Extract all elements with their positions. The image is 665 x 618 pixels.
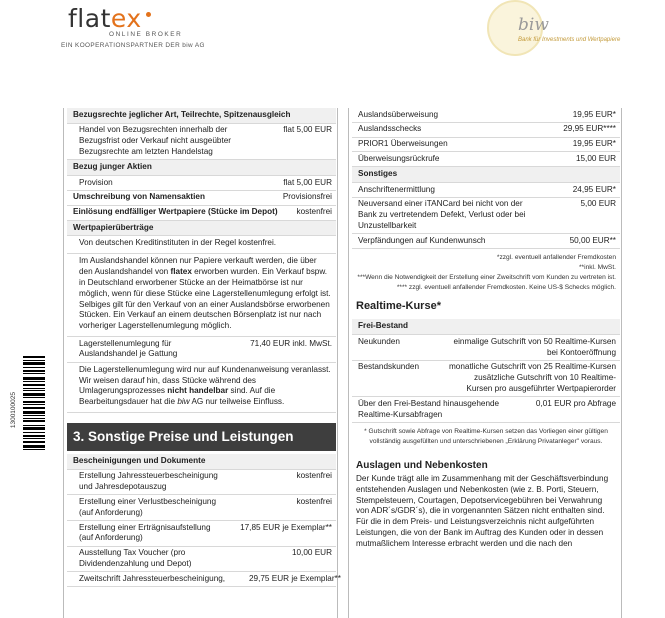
footnote: ***Wenn die Notwendigkeit der Erstellung einer Zweitschrift vom Kunden zu vertreten ist. [357,274,616,282]
table-row: Erstellung einer Verlustbescheinigung (auf Anforderung) kostenfrei [67,495,336,521]
barcode-number: 1300100025 [10,392,17,429]
brand-subtitle-partner: EIN KOOPERATIONSPARTNER DER biw AG [61,42,205,49]
table-row: Auslandsüberweisung 19,95 EUR* [352,108,620,123]
realtime-title: Realtime-Kurse* [356,299,441,312]
biw-logo: biw [518,15,549,35]
table-row: Ausstellung Tax Voucher (pro Dividendenzahlung und Depot) 10,00 EUR [67,547,336,573]
section-title: Bescheinigungen und Dokumente [67,454,336,470]
table-row: Verpfändungen auf Kundenwunsch 50,00 EUR** [352,234,620,249]
section-title: Bezug junger Aktien [67,160,336,176]
paragraph: Der Kunde trägt alle im Zusammenhang mit der Geschäftsverbindung entstehenden Auslagen und Nebenkosten (wie z. B. Porti, Steuern, Stempelsteuern, Courtagen, Depotservicegebühren bei Verwahrung von ADR´s/GDR´s), die in vorgenannten Sätzen nicht enthalten sind. Für die in dem Preis- und Leistungsverzeichnis nicht aufgeführten Leistungen, die von der Bank im Auftrag des Kunden oder in dessen mutmaßlichem Interesse erbracht werden und die nach den [356,473,609,548]
footnote: *zzgl. eventuell anfallender Fremdkosten [496,254,616,262]
table-row: Neukunden einmalige Gutschrift von 50 Realtime-Kursen bei Kontoeröffnung [352,335,620,361]
right-column [352,108,620,550]
section-heading: 3. Sonstige Preise und Leistungen [67,423,336,451]
barcode [23,356,45,462]
table-row: Anschriftenermittlung 24,95 EUR* [352,183,620,198]
section-title: Bezugsrechte jeglicher Art, Teilrechte, Spitzenausgleich [67,108,336,124]
paragraph: Von deutschen Kreditinstituten in der Regel kostenfrei. [67,236,336,254]
table-row: Zweitschrift Jahressteuerbescheinigung, 29,75 EUR je Exemplar** [67,572,336,587]
biw-subtitle: Bank für Investments und Wertpapiere [518,37,621,43]
table-row: Überweisungsrückrufe 15,00 EUR [352,152,620,167]
table-row: Über den Frei-Bestand hinausgehende Realtime-Kursabfragen 0,01 EUR pro Abfrage [352,397,620,423]
table-row: Einlösung endfälliger Wertpapiere (Stücke im Depot) kostenfrei [67,206,336,221]
table-row: Neuversand einer iTANCard bei nicht von der Bank zu vertretendem Defekt, Verlust oder bei Unzustellbarkeit 5,00 EUR [352,198,620,234]
section-title: Frei-Bestand [352,319,620,335]
section-title: Sonstiges [352,167,620,183]
table-row: Lagerstellenumlegung für Auslandshandel je Gattung 71,40 EUR inkl. MwSt. [67,337,336,363]
table-row: PRIOR1 Überweisungen 19,95 EUR* [352,138,620,153]
table-row: Handel von Bezugsrechten innerhalb der Bezugsfrist oder Verkauf nicht ausgeübter Bezugsrechte am letzten Handelstag flat 5,00 EUR [67,124,336,160]
section-title: Wertpapierüberträge [67,221,336,237]
footnote: * Gutschrift sowie Abfrage von Realtime-Kursen setzen das Vorliegen einer gültigen vollständig ausgefüllten und unterschriebenen „Erklärung Privatanleger" voraus. [364,427,608,445]
table-row: Bestandskunden monatliche Gutschrift von 25 Realtime-Kursen zusätzliche Gutschrift von 10 Realtime-Kursen pro ausgeführter Wertpapierorder [352,361,620,397]
footnote: **** zzgl. eventuell anfallender Fremdkosten. Keine US-$ Schecks möglich. [396,283,616,291]
table-row: Umschreibung von Namensaktien Provisionsfrei [67,191,336,206]
flatex-logo: flatex [68,2,142,35]
paragraph: Im Auslandshandel können nur Papiere verkauft werden, die über den Auslandshandel von flatex erworben wurden. Ein Verkauf bspw. in Deutschland erworbener Stücke an der Heimatbörse ist nur möglich, wenn für diese Stücke eine Lagerstellenumlegung erfolgt ist. Selbiges gilt für den Verkauf von an einer Auslandsbörse erworbenen Stücken. Ein Verkauf an einem deutschen Börsenplatz ist nur nach vorheriger Lagerstellenumlegung möglich. [67,254,336,337]
brand-subtitle: ONLINE BROKER [109,31,183,38]
paragraph: Die Lagerstellenumlegung wird nur auf Kundenanweisung veranlasst. Wir weisen darauf hin, dass Stücke während des Umlagerungsprozesses nicht handelbar sind. Auf die Bearbeitungsdauer hat die biw AG nur teilweise Einfluss. [67,363,336,413]
left-column [67,108,341,587]
footnote: **inkl. MwSt. [578,264,616,272]
table-row: Erstellung Jahressteuerbescheinigung und Jahresdepotauszug kostenfrei [67,470,336,496]
table-row: Provision flat 5,00 EUR [67,176,336,191]
table-row: Erstellung einer Erträgnisaufstellung (auf Anforderung) 17,85 EUR je Exemplar** [67,521,336,547]
expenses-title: Auslagen und Nebenkosten [356,459,488,471]
table-row: Auslandsschecks 29,95 EUR**** [352,123,620,138]
